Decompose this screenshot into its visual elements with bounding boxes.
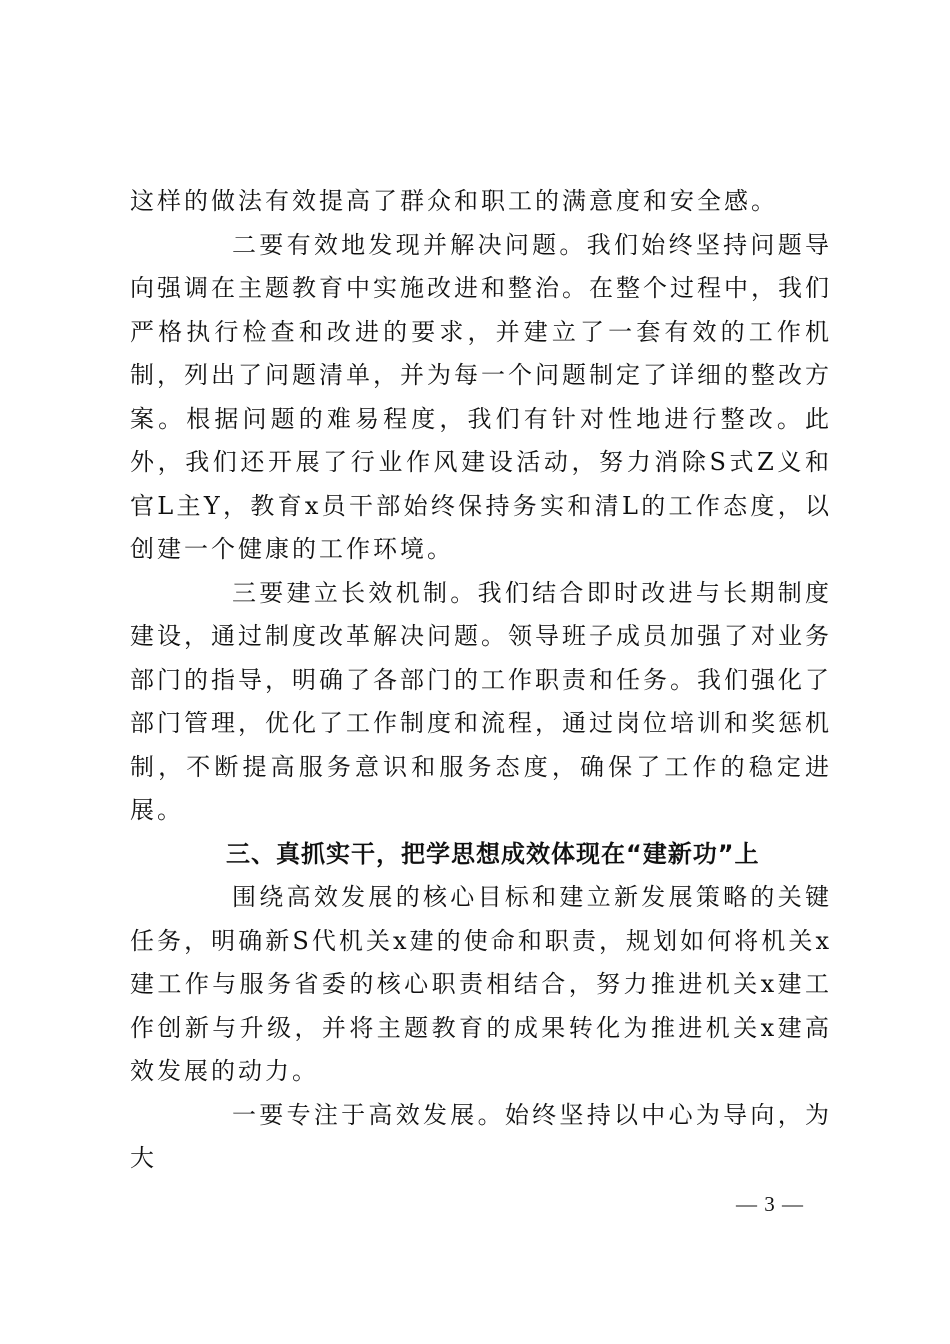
paragraph-5: 一要专注于高效发展。始终坚持以中心为导向，为大: [130, 1100, 832, 1172]
paragraph-2: 二要有效地发现并解决问题。我们始终坚持问题导向强调在主题教育中实施改进和整治。在整个过程中，我们严格执行检查和改进的要求，并建立了一套有效的工作机制，列出了问题清单，并为每一个问题制定了详细的整改方案。根据问题的难易程度，我们有针对性地进行整改。此外，我们还开展了行业作风建设活动，努力消除S式Z义和官L主Y，教育x员干部始终保持务实和清L的工作态度，以创建一个健康的工作环境。: [130, 230, 832, 563]
paragraph-4: 围绕高效发展的核心目标和建立新发展策略的关键任务，明确新S代机关x建的使命和职责，规划如何将机关x建工作与服务省委的核心职责相结合，努力推进机关x建工作创新与升级，并将主题教育的成果转化为推进机关x建高效发展的动力。: [130, 883, 832, 1085]
document-body: [130, 180, 832, 1181]
paragraph-3: 三要建立长效机制。我们结合即时改进与长期制度建设，通过制度改革解决问题。领导班子成员加强了对业务部门的指导，明确了各部门的工作职责和任务。我们强化了部门管理，优化了工作制度和流程，通过岗位培训和奖惩机制，不断提高服务意识和服务态度，确保了工作的稳定进展。: [130, 578, 832, 824]
section-heading: 三、真抓实干，把学思想成效体现在“建新功”上: [226, 839, 760, 868]
paragraph-1: 这样的做法有效提高了群众和职工的满意度和安全感。: [130, 187, 778, 215]
page-number: — 3 —: [736, 1192, 804, 1216]
